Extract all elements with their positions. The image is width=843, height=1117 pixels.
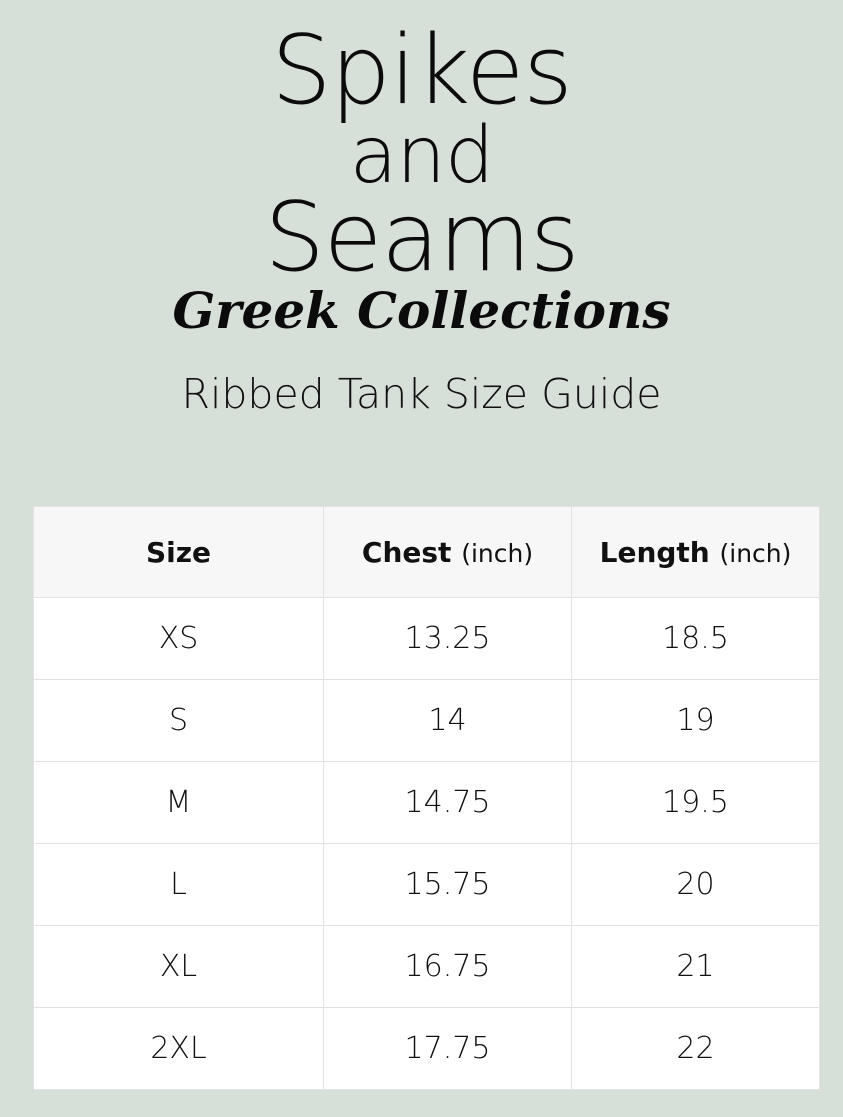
- column-header-length-label: Length: [599, 535, 710, 569]
- cell-chest: 17.75: [324, 1008, 572, 1090]
- cell-size: M: [34, 762, 324, 844]
- column-header-chest: [324, 507, 572, 598]
- size-table: [33, 506, 820, 1090]
- table-row: [34, 844, 820, 926]
- cell-length: 19: [572, 680, 820, 762]
- cell-length: 18.5: [572, 598, 820, 680]
- cell-length: 19.5: [572, 762, 820, 844]
- column-header-chest-label: Chest: [361, 535, 452, 569]
- cell-size: S: [34, 680, 324, 762]
- brand-line-spikes: Spikes: [271, 16, 572, 126]
- table-header-row: [34, 507, 820, 598]
- table-header: [34, 507, 820, 598]
- column-header-length: [572, 507, 820, 598]
- cell-chest: 16.75: [324, 926, 572, 1008]
- cell-length: 20: [572, 844, 820, 926]
- cell-size: XL: [34, 926, 324, 1008]
- cell-chest: 14.75: [324, 762, 572, 844]
- brand-script-greek-collections: Greek Collections: [172, 280, 671, 340]
- table-row: [34, 762, 820, 844]
- table-row: [34, 680, 820, 762]
- brand-header: [0, 0, 843, 340]
- cell-chest: 14: [324, 680, 572, 762]
- brand-line-and: and: [349, 111, 494, 202]
- column-header-length-unit: (inch): [719, 538, 792, 568]
- cell-size: L: [34, 844, 324, 926]
- column-header-size: Size: [34, 507, 324, 598]
- size-table-container: [33, 506, 810, 1090]
- cell-length: 22: [572, 1008, 820, 1090]
- brand-line-seams: Seams: [264, 183, 579, 294]
- table-row: [34, 598, 820, 680]
- column-header-chest-unit: (inch): [461, 538, 534, 568]
- page-title: Ribbed Tank Size Guide: [181, 369, 662, 418]
- cell-size: 2XL: [34, 1008, 324, 1090]
- cell-size: XS: [34, 598, 324, 680]
- table-row: [34, 926, 820, 1008]
- cell-chest: 13.25: [324, 598, 572, 680]
- table-body: [34, 598, 820, 1090]
- cell-length: 21: [572, 926, 820, 1008]
- table-row: [34, 1008, 820, 1090]
- cell-chest: 15.75: [324, 844, 572, 926]
